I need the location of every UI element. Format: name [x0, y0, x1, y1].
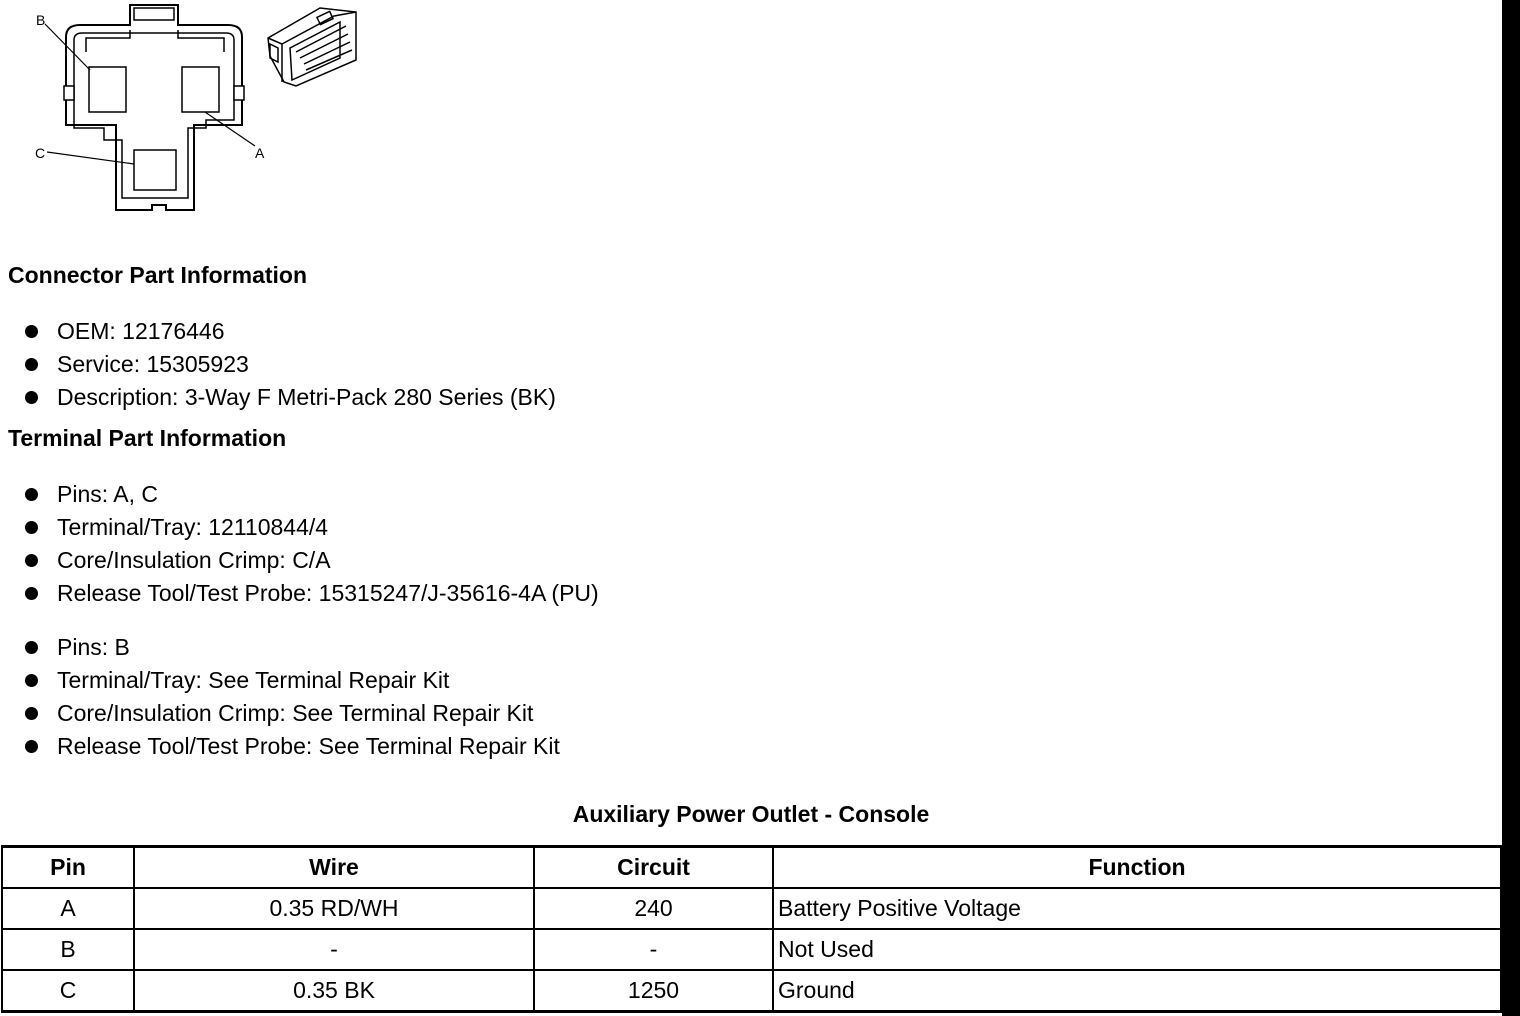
list-item: Pins: A, C	[0, 479, 599, 512]
wire-cell: -	[134, 929, 534, 970]
table-row	[2, 970, 1501, 1012]
function-cell: Battery Positive Voltage	[773, 888, 1501, 929]
pin-cell: B	[2, 929, 134, 970]
column-header-function: Function	[773, 847, 1501, 889]
pin-cell: A	[2, 888, 134, 929]
bullet-icon	[25, 740, 38, 753]
pin-label-a: A	[255, 145, 265, 161]
page-right-border	[1502, 0, 1520, 1016]
list-item: Terminal/Tray: See Terminal Repair Kit	[0, 665, 560, 698]
list-item: Terminal/Tray: 12110844/4	[0, 512, 599, 545]
bullet-icon	[25, 391, 38, 404]
column-header-wire: Wire	[134, 847, 534, 889]
bullet-icon	[25, 641, 38, 654]
circuit-cell: 1250	[534, 970, 773, 1012]
bullet-icon	[25, 358, 38, 371]
bullet-icon	[25, 554, 38, 567]
connector-part-info-heading: Connector Part Information	[8, 262, 308, 288]
terminal-part-info-list-1	[0, 479, 599, 611]
function-cell: Ground	[773, 970, 1501, 1012]
connector-iso-icon	[268, 8, 356, 86]
bullet-icon	[25, 674, 38, 687]
list-item: Pins: B	[0, 632, 560, 665]
list-item: Release Tool/Test Probe: See Terminal Repair Kit	[0, 731, 560, 764]
connector-part-info-list	[0, 316, 556, 415]
list-item: Release Tool/Test Probe: 15315247/J-35616-4A (PU)	[0, 578, 599, 611]
circuit-cell: -	[534, 929, 773, 970]
table-row	[2, 888, 1501, 929]
circuit-cell: 240	[534, 888, 773, 929]
table-row	[2, 929, 1501, 970]
bullet-icon	[25, 488, 38, 501]
list-item: Description: 3-Way F Metri-Pack 280 Series (BK)	[0, 382, 556, 415]
table-header-row	[2, 847, 1501, 889]
pin-label-b: B	[36, 12, 46, 28]
bullet-icon	[25, 521, 38, 534]
pinout-table	[1, 845, 1502, 1013]
cavity-b	[89, 67, 126, 112]
connector-face-diagram	[0, 0, 370, 215]
list-item: Service: 15305923	[0, 349, 556, 382]
bullet-icon	[25, 707, 38, 720]
list-item: Core/Insulation Crimp: See Terminal Repair Kit	[0, 698, 560, 731]
cavity-c	[134, 150, 176, 190]
list-item: OEM: 12176446	[0, 316, 556, 349]
terminal-part-info-list-2	[0, 632, 560, 764]
cavity-a	[182, 67, 219, 112]
column-header-pin: Pin	[2, 847, 134, 889]
list-item: Core/Insulation Crimp: C/A	[0, 545, 599, 578]
function-cell: Not Used	[773, 929, 1501, 970]
pin-label-c: C	[35, 145, 46, 161]
bullet-icon	[25, 587, 38, 600]
table-title: Auxiliary Power Outlet - Console	[572, 801, 930, 827]
pin-cell: C	[2, 970, 134, 1012]
wire-cell: 0.35 BK	[134, 970, 534, 1012]
terminal-part-info-heading: Terminal Part Information	[8, 425, 287, 451]
wire-cell: 0.35 RD/WH	[134, 888, 534, 929]
column-header-circuit: Circuit	[534, 847, 773, 889]
bullet-icon	[25, 325, 38, 338]
